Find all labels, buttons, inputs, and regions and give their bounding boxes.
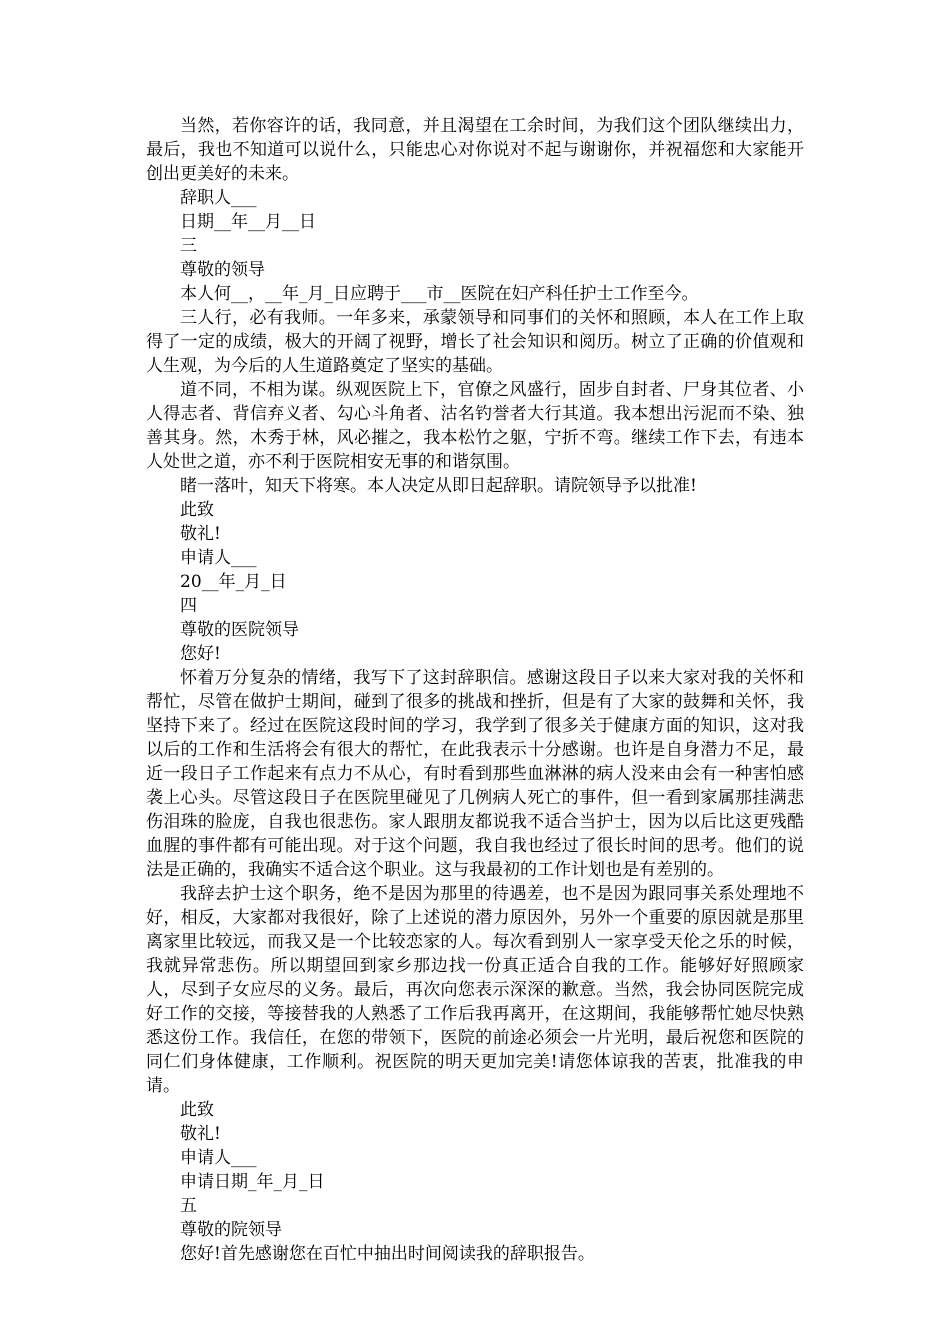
paragraph: 道不同，不相为谋。纵观医院上下，官僚之风盛行，固步自封者、尸身其位者、小人得志者、背信弃义者、勾心斗角者、沽名钓誉者大行其道。我本想出污泥而不染、独善其身。然，木秀于林，风必摧之，我本松竹之躯，宁折不弯。继续工作下去，有违本人处世之道，亦不利于医院相安无事的和谐氛围。 [146,380,804,472]
closing-line: 此致 [180,1100,214,1120]
paragraph: 睹一落叶，知天下将寒。本人决定从即日起辞职。请院领导予以批准! [180,476,697,496]
paragraph: 三人行，必有我师。一年多来，承蒙领导和同事们的关怀和照顾，本人在工作上取得了一定的成绩，极大的开阔了视野，增长了社会知识和阅历。树立了正确的价值观和人生观，为今后的人生道路奠定了坚实的基础。 [146,308,804,376]
document-body [146,114,804,1266]
paragraph: 怀着万分复杂的情绪，我写下了这封辞职信。感谢这段日子以来大家对我的关怀和帮忙，尽管在做护士期间，碰到了很多的挑战和挫折，但是有了大家的鼓舞和关怀，我坚持下来了。经过在医院这段时间的学习，我学到了很多关于健康方面的知识，这对我以后的工作和生活将会有很大的帮忙，在此我表示十分感谢。也许是自身潜力不足，最近一段日子工作起来有点力不从心，有时看到那些血淋淋的病人没来由会有一种害怕感袭上心头。尽管这段日子在医院里碰见了几例病人死亡的事件，但一看到家属那挂满悲伤泪珠的脸庞，自我也很悲伤。家人跟朋友都说我不适合当护士，因为以后比这更残酷血腥的事件都有可能出现。对于这个问题，我自我也经过了很长时间的思考。他们的说法是正确的，我确实不适合这个职业。这与我最初的工作计划也是有差别的。 [146,668,804,880]
closing-line: 敬礼! [180,524,221,544]
salutation: 尊敬的院领导 [180,1220,282,1240]
date-line: 日期__年__月__日 [180,212,316,232]
signature-line: 辞职人___ [180,188,257,208]
paragraph: 我辞去护士这个职务，绝不是因为那里的待遇差，也不是因为跟同事关系处理地不好，相反，大家都对我很好，除了上述说的潜力原因外，另外一个重要的原因就是那里离家里比较远，而我又是一个比较恋家的人。每次看到别人一家享受天伦之乐的时候，我就异常悲伤。所以期望回到家乡那边找一份真正适合自我的工作。能够好好照顾家人，尽到子女应尽的义务。最后，再次向您表示深深的歉意。当然，我会协同医院完成好工作的交接，等接替我的人熟悉了工作后我再离开，在这期间，我能够帮忙她尽快熟悉这份工作。我信任，在您的带领下，医院的前途必须会一片光明，最后祝您和医院的同仁们身体健康，工作顺利。祝医院的明天更加完美!请您体谅我的苦衷，批准我的申请。 [146,884,804,1096]
signature-line: 申请人___ [180,1148,257,1168]
closing-line: 敬礼! [180,1124,221,1144]
paragraph: 本人何__，__年_月_日应聘于___市__医院在妇产科任护士工作至今。 [180,284,699,304]
signature-line: 申请人___ [180,548,257,568]
section-number: 三 [180,236,197,256]
date-line: 申请日期_年_月_日 [180,1172,325,1192]
paragraph: 您好!首先感谢您在百忙中抽出时间阅读我的辞职报告。 [180,1244,595,1264]
section-number: 四 [180,596,197,616]
salutation: 尊敬的领导 [180,260,265,280]
section-number: 五 [180,1196,197,1216]
date-line: 20__年_月_日 [180,572,287,592]
paragraph: 当然，若你容许的话，我同意，并且渴望在工余时间，为我们这个团队继续出力，最后，我也不知道可以说什么，只能忠心对你说对不起与谢谢你，并祝福您和大家能开创出更美好的未来。 [146,116,804,184]
closing-line: 此致 [180,500,214,520]
salutation: 尊敬的医院领导 [180,620,299,640]
greeting: 您好! [180,644,221,664]
